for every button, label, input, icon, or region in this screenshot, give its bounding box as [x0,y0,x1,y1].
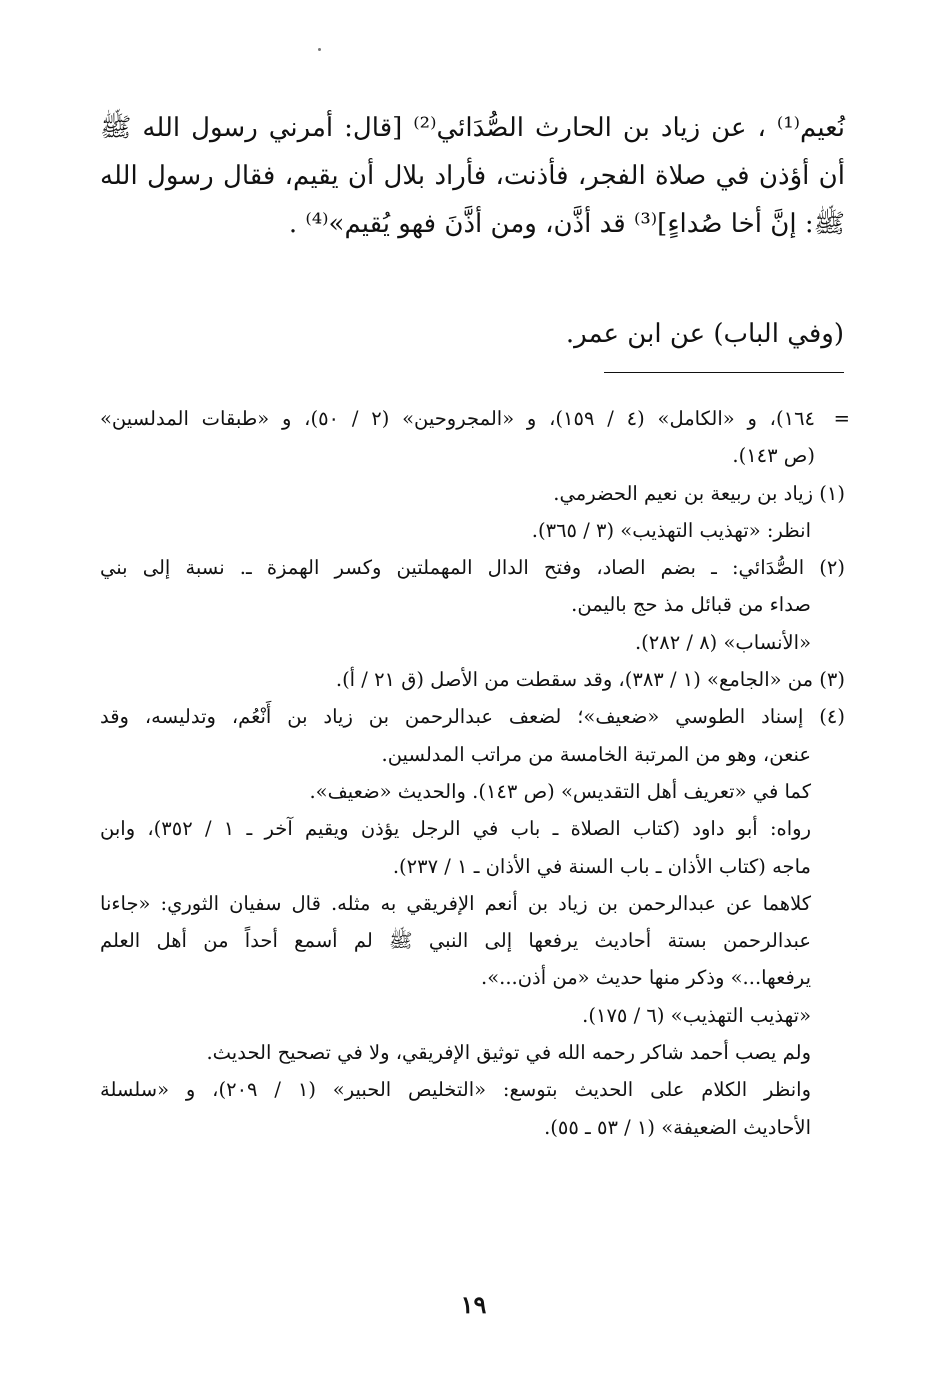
chapter-note: (وفي الباب) عن ابن عمر. [565,319,844,349]
footnote-line: عنعن، وهو من المرتبة الخامسة من مراتب المدلسين. [381,742,811,766]
footnote-line: (١) زياد بن ربيعة بن نعيم الحضرمي. [553,481,845,505]
footnote-line: (٢) الصُّدَائي: ـ بضم الصاد، وفتح الدال المهملتين وكسر الهمزة ـ. نسبة إلى بني [100,556,845,580]
main-text-block [100,104,845,248]
footnotes-block [100,400,850,1146]
main-paragraph: نُعيم⁽¹⁾ ، عن زياد بن الحارث الصُّدَائي⁽²⁾ [قال: أمرني رسول الله ﷺ أن أؤذن في صلاة الفجر، فأذنت، فأراد بلال أن يقيم، فقال رسول الله ﷺ: إنَّ أخا صُداءٍ]⁽³⁾ قد أذَّن، ومن أذَّنَ فهو يُقيم»⁽⁴⁾ . [100,113,845,239]
footnote-line: يرفعها...» وذكر منها حديث «من أذن...». [481,966,811,990]
footnote-line: صداء من قبائل مذ حج باليمن. [571,593,811,617]
footnote-line: رواه: أبو داود (كتاب الصلاة ـ باب في الرجل يؤذن ويقيم آخر ـ ١ / ٣٥٢)، وابن [100,817,811,841]
footnote-1 [100,475,845,550]
footnote-3 [100,661,845,698]
footnote-4 [100,698,845,1146]
footnote-line: (٣) من «الجامع» (١ / ٣٨٣)، وقد سقطت من الأصل (ق ٢١ / أ). [335,668,845,692]
continuation-mark: = [833,407,850,430]
footnote-line: كما في «تعريف أهل التقديس» (ص ١٤٣). والحديث «ضعيف». [309,779,811,803]
footnote-line: ١٦٤)، و «الكامل» (٤ / ١٥٩)، و «المجروحين» (٢ / ٥٠)، و «طبقات المدلسين» [100,407,816,430]
footnote-line: الأحاديث الضعيفة» (١ / ٥٣ ـ ٥٥). [544,1115,811,1139]
footnote-line: وانظر الكلام على الحديث بتوسع: «التخليص الحبير» (١ / ٢٠٩)، و «سلسلة [100,1078,812,1102]
footnote-line: كلاهما عن عبدالرحمن بن زياد بن أنعم الإفريقي به مثله. قال سفيان الثوري: «جاءنا [100,891,811,915]
footnote-line: انظر: «تهذيب التهذيب» (٣ / ٣٦٥). [531,518,811,542]
footnote-line: ولم يصب أحمد شاكر رحمه الله في توثيق الإفريقي، ولا في تصحيح الحديث. [206,1041,811,1065]
footnote-line: ماجه (كتاب الأذان ـ باب السنة في الأذان ـ ١ / ٢٣٧). [392,854,811,878]
footnote-line: «تهذيب التهذيب» (٦ / ١٧٥). [582,1003,811,1027]
scan-speck [318,48,321,51]
footnote-continuation [100,400,850,475]
footnote-line: عبدالرحمن بستة أحاديث يرفعها إلى النبي ﷺ لم أسمع أحداً من أهل العلم [100,929,811,953]
footnote-line: «الأنساب» (٨ / ٢٨٢). [634,630,811,654]
footnote-line: (ص ١٤٣). [732,444,815,468]
page-number: ١٩ [460,1290,487,1319]
footnote-separator [604,372,844,373]
footnote-line: (٤) إسناد الطوسي «ضعيف»؛ لضعف عبدالرحمن بن زياد بن أَنْعُم، وتدليسه، وقد [100,705,845,729]
footnote-2 [100,549,845,661]
